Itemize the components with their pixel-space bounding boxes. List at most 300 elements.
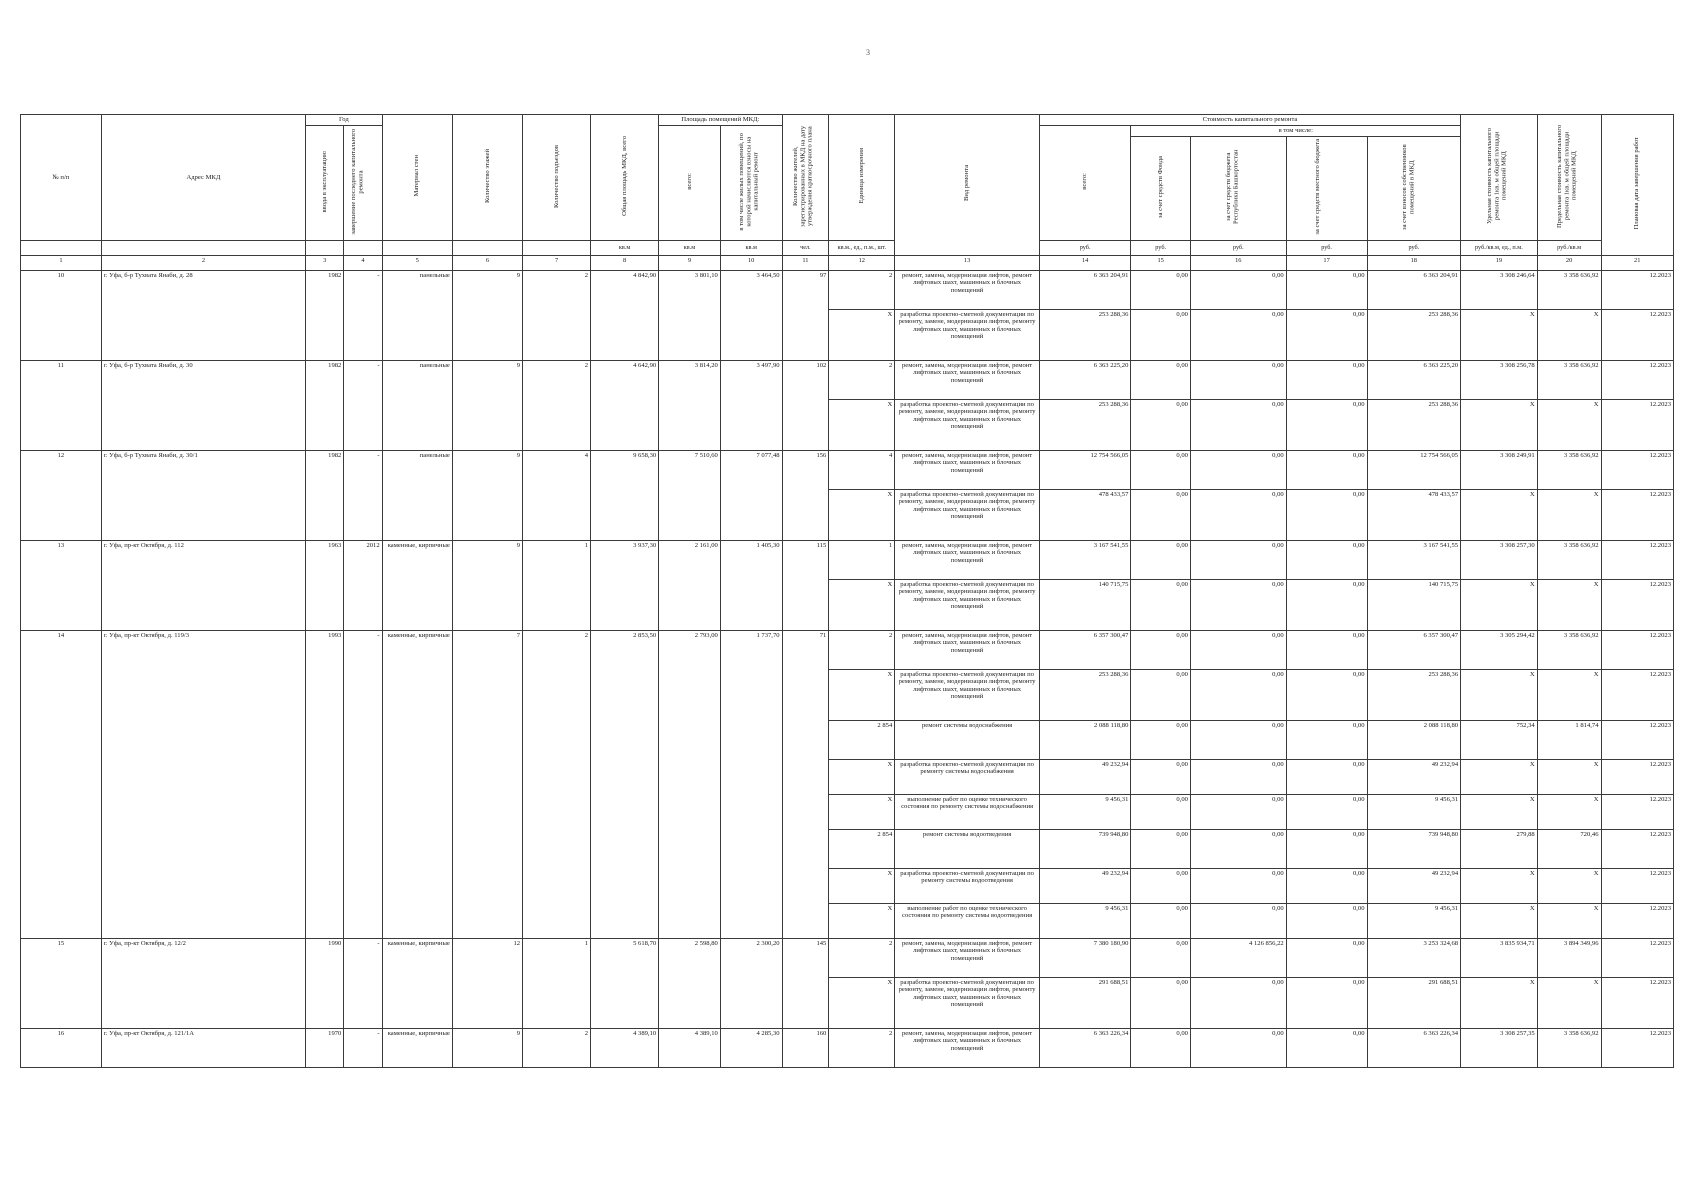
planned-date: 12.2023 xyxy=(1601,309,1674,360)
cost-republic: 0,00 xyxy=(1190,630,1286,669)
cost-fund: 0,00 xyxy=(1131,868,1191,903)
repair-type: ремонт, замена, модернизация лифтов, ремонт лифтовых шахт, машинных и блочных помещений xyxy=(895,1028,1040,1067)
limit-cost: X xyxy=(1537,794,1601,829)
measure-unit: X xyxy=(829,399,895,450)
year-last-repair: - xyxy=(344,938,382,1028)
unit-rub-owners: руб. xyxy=(1367,240,1461,255)
cost-republic: 0,00 xyxy=(1190,450,1286,489)
measure-unit: X xyxy=(829,794,895,829)
cost-fund: 0,00 xyxy=(1131,579,1191,630)
premises-area: 2 598,80 xyxy=(659,938,721,1028)
limit-cost: X xyxy=(1537,868,1601,903)
year-commission: 1982 xyxy=(306,360,344,450)
total-area: 3 937,30 xyxy=(591,540,659,630)
hdr-premises-total: всего: xyxy=(659,126,721,241)
column-number: 15 xyxy=(1131,255,1191,270)
entrances-count: 2 xyxy=(523,270,591,360)
hdr-unit-cost: Удельная стоимость капитального ремонта 1кв. м общей площади помещений МКД xyxy=(1461,115,1538,241)
cost-republic: 0,00 xyxy=(1190,903,1286,938)
cost-local: 0,00 xyxy=(1286,399,1367,450)
cost-owners: 3 167 541,55 xyxy=(1367,540,1461,579)
cost-fund: 0,00 xyxy=(1131,630,1191,669)
unit-rub-local: руб. xyxy=(1286,240,1367,255)
hdr-units-empty xyxy=(306,240,344,255)
planned-date: 12.2023 xyxy=(1601,720,1674,759)
year-last-repair: - xyxy=(344,630,382,938)
unit-limit-cost: руб./кв.м xyxy=(1537,240,1601,255)
cost-owners: 3 253 324,68 xyxy=(1367,938,1461,977)
repair-type: ремонт, замена, модернизация лифтов, ремонт лифтовых шахт, машинных и блочных помещений xyxy=(895,938,1040,977)
floors-count: 9 xyxy=(452,540,522,630)
hdr-cost-republic: за счет средств бюджета Республики Башкортостан xyxy=(1190,137,1286,241)
cost-fund: 0,00 xyxy=(1131,903,1191,938)
cost-fund: 0,00 xyxy=(1131,759,1191,794)
hdr-wall-material: Материал стен xyxy=(382,115,452,241)
residents-count: 160 xyxy=(782,1028,829,1067)
column-numbers-row xyxy=(21,255,1674,270)
cost-republic: 0,00 xyxy=(1190,540,1286,579)
unit-cost: X xyxy=(1461,794,1538,829)
cost-fund: 0,00 xyxy=(1131,270,1191,309)
planned-date: 12.2023 xyxy=(1601,360,1674,399)
hdr-cost-group: Стоимость капитального ремонта xyxy=(1039,115,1460,126)
cost-republic: 0,00 xyxy=(1190,794,1286,829)
hdr-residents: Количество жителей, зарегистрированных в МКД на дату утверждения краткосрочного плана xyxy=(782,115,829,241)
total-area: 2 853,50 xyxy=(591,630,659,938)
measure-unit: 2 xyxy=(829,630,895,669)
cost-total: 3 167 541,55 xyxy=(1039,540,1130,579)
measure-unit: X xyxy=(829,309,895,360)
cost-republic: 0,00 xyxy=(1190,829,1286,868)
measure-unit: X xyxy=(829,868,895,903)
cost-fund: 0,00 xyxy=(1131,977,1191,1028)
limit-cost: X xyxy=(1537,903,1601,938)
cost-republic: 0,00 xyxy=(1190,399,1286,450)
planned-date: 12.2023 xyxy=(1601,399,1674,450)
column-number: 2 xyxy=(101,255,305,270)
measure-unit: 2 xyxy=(829,360,895,399)
table-row xyxy=(21,270,1674,309)
cost-total: 253 288,36 xyxy=(1039,399,1130,450)
column-number: 16 xyxy=(1190,255,1286,270)
table-header xyxy=(21,115,1674,256)
fees-area: 1 405,30 xyxy=(720,540,782,630)
row-number: 13 xyxy=(21,540,102,630)
unit-rub-republic: руб. xyxy=(1190,240,1286,255)
column-number: 18 xyxy=(1367,255,1461,270)
repair-type: ремонт, замена, модернизация лифтов, ремонт лифтовых шахт, машинных и блочных помещений xyxy=(895,270,1040,309)
cost-local: 0,00 xyxy=(1286,794,1367,829)
unit-cost: X xyxy=(1461,399,1538,450)
year-last-repair: - xyxy=(344,1028,382,1067)
limit-cost: 720,46 xyxy=(1537,829,1601,868)
table-row xyxy=(21,630,1674,669)
residents-count: 102 xyxy=(782,360,829,450)
fees-area: 2 300,20 xyxy=(720,938,782,1028)
planned-date: 12.2023 xyxy=(1601,489,1674,540)
residents-count: 115 xyxy=(782,540,829,630)
planned-date: 12.2023 xyxy=(1601,669,1674,720)
unit-cost: 279,88 xyxy=(1461,829,1538,868)
column-number: 4 xyxy=(344,255,382,270)
limit-cost: X xyxy=(1537,669,1601,720)
planned-date: 12.2023 xyxy=(1601,903,1674,938)
cost-local: 0,00 xyxy=(1286,579,1367,630)
cost-total: 49 232,94 xyxy=(1039,868,1130,903)
row-number: 14 xyxy=(21,630,102,938)
column-number: 8 xyxy=(591,255,659,270)
limit-cost: 3 358 636,92 xyxy=(1537,360,1601,399)
premises-area: 3 814,20 xyxy=(659,360,721,450)
measure-unit: 2 xyxy=(829,1028,895,1067)
unit-cost: 3 308 257,35 xyxy=(1461,1028,1538,1067)
cost-fund: 0,00 xyxy=(1131,794,1191,829)
planned-date: 12.2023 xyxy=(1601,794,1674,829)
wall-material: каменные, кирпичные xyxy=(382,630,452,938)
entrances-count: 2 xyxy=(523,1028,591,1067)
unit-area-fees: кв.м xyxy=(720,240,782,255)
hdr-units-empty xyxy=(382,240,452,255)
cost-total: 49 232,94 xyxy=(1039,759,1130,794)
building-address: г. Уфа, пр-кт Октября, д. 112 xyxy=(101,540,305,630)
measure-unit: X xyxy=(829,669,895,720)
cost-total: 253 288,36 xyxy=(1039,309,1130,360)
year-last-repair: - xyxy=(344,450,382,540)
repair-type: разработка проектно-сметной документации по ремонту, замене, модернизации лифтов, ремонту лифтовых шахт, машинных и блочных помещений xyxy=(895,579,1040,630)
hdr-units-empty xyxy=(344,240,382,255)
cost-owners: 253 288,36 xyxy=(1367,309,1461,360)
cost-total: 6 357 300,47 xyxy=(1039,630,1130,669)
column-number: 9 xyxy=(659,255,721,270)
unit-rub-fund: руб. xyxy=(1131,240,1191,255)
cost-owners: 291 688,51 xyxy=(1367,977,1461,1028)
repair-type: выполнение работ по оценке технического состояния по ремонту системы водоотведения xyxy=(895,903,1040,938)
column-number: 1 xyxy=(21,255,102,270)
limit-cost: X xyxy=(1537,759,1601,794)
premises-area: 3 801,10 xyxy=(659,270,721,360)
measure-unit: 2 xyxy=(829,938,895,977)
building-address: г. Уфа, б-р Тухвата Янаби, д. 30/1 xyxy=(101,450,305,540)
unit-cost: 3 308 249,91 xyxy=(1461,450,1538,489)
hdr-year-group: Год xyxy=(306,115,383,126)
table-row xyxy=(21,938,1674,977)
unit-unit-cost: руб./кв.м, ед., п.м. xyxy=(1461,240,1538,255)
hdr-total-area: Общая площадь МКД, всего xyxy=(591,115,659,241)
repair-type: разработка проектно-сметной документации по ремонту, замене, модернизации лифтов, ремонту лифтовых шахт, машинных и блочных помещений xyxy=(895,977,1040,1028)
planned-date: 12.2023 xyxy=(1601,450,1674,489)
year-commission: 1970 xyxy=(306,1028,344,1067)
total-area: 5 618,70 xyxy=(591,938,659,1028)
unit-cost: X xyxy=(1461,759,1538,794)
year-commission: 1993 xyxy=(306,630,344,938)
hdr-cost-total: всего: xyxy=(1039,126,1130,241)
floors-count: 9 xyxy=(452,270,522,360)
measure-unit: X xyxy=(829,903,895,938)
cost-fund: 0,00 xyxy=(1131,829,1191,868)
year-last-repair: - xyxy=(344,270,382,360)
cost-republic: 0,00 xyxy=(1190,360,1286,399)
cost-fund: 0,00 xyxy=(1131,399,1191,450)
limit-cost: 3 358 636,92 xyxy=(1537,540,1601,579)
unit-cost: X xyxy=(1461,489,1538,540)
floors-count: 9 xyxy=(452,360,522,450)
measure-unit: 4 xyxy=(829,450,895,489)
total-area: 4 842,90 xyxy=(591,270,659,360)
wall-material: каменные, кирпичные xyxy=(382,1028,452,1067)
cost-owners: 12 754 566,05 xyxy=(1367,450,1461,489)
floors-count: 9 xyxy=(452,450,522,540)
wall-material: панельные xyxy=(382,450,452,540)
planned-date: 12.2023 xyxy=(1601,630,1674,669)
repair-type: ремонт, замена, модернизация лифтов, ремонт лифтовых шахт, машинных и блочных помещений xyxy=(895,360,1040,399)
building-address: г. Уфа, б-р Тухвата Янаби, д. 30 xyxy=(101,360,305,450)
floors-count: 12 xyxy=(452,938,522,1028)
cost-local: 0,00 xyxy=(1286,309,1367,360)
limit-cost: X xyxy=(1537,977,1601,1028)
column-number: 11 xyxy=(782,255,829,270)
repair-type: ремонт системы водоснабжения xyxy=(895,720,1040,759)
limit-cost: 1 814,74 xyxy=(1537,720,1601,759)
building-address: г. Уфа, пр-кт Октября, д. 121/1А xyxy=(101,1028,305,1067)
repair-type: разработка проектно-сметной документации по ремонту, замене, модернизации лифтов, ремонту лифтовых шахт, машинных и блочных помещений xyxy=(895,399,1040,450)
floors-count: 7 xyxy=(452,630,522,938)
hdr-planned-date: Плановая дата завершения работ xyxy=(1601,115,1674,256)
cost-owners: 253 288,36 xyxy=(1367,669,1461,720)
column-number: 3 xyxy=(306,255,344,270)
repair-type: разработка проектно-сметной документации по ремонту, замене, модернизации лифтов, ремонту лифтовых шахт, машинных и блочных помещений xyxy=(895,309,1040,360)
cost-owners: 6 363 226,34 xyxy=(1367,1028,1461,1067)
table-row xyxy=(21,540,1674,579)
row-number: 15 xyxy=(21,938,102,1028)
cost-total: 12 754 566,05 xyxy=(1039,450,1130,489)
unit-cost: 3 308 246,64 xyxy=(1461,270,1538,309)
cost-total: 2 088 118,80 xyxy=(1039,720,1130,759)
cost-local: 0,00 xyxy=(1286,1028,1367,1067)
cost-fund: 0,00 xyxy=(1131,309,1191,360)
cost-local: 0,00 xyxy=(1286,669,1367,720)
hdr-num: № п/п xyxy=(21,115,102,241)
limit-cost: 3 894 349,96 xyxy=(1537,938,1601,977)
repair-type: разработка проектно-сметной документации по ремонту, замене, модернизации лифтов, ремонту лифтовых шахт, машинных и блочных помещений xyxy=(895,489,1040,540)
limit-cost: X xyxy=(1537,309,1601,360)
building-address: г. Уфа, пр-кт Октября, д. 12/2 xyxy=(101,938,305,1028)
limit-cost: X xyxy=(1537,579,1601,630)
planned-date: 12.2023 xyxy=(1601,540,1674,579)
year-last-repair: 2012 xyxy=(344,540,382,630)
limit-cost: 3 358 636,92 xyxy=(1537,450,1601,489)
planned-date: 12.2023 xyxy=(1601,829,1674,868)
cost-fund: 0,00 xyxy=(1131,669,1191,720)
year-commission: 1982 xyxy=(306,270,344,360)
unit-people: чел. xyxy=(782,240,829,255)
hdr-incl: в том числе: xyxy=(1131,126,1461,137)
cost-fund: 0,00 xyxy=(1131,450,1191,489)
table-row xyxy=(21,1028,1674,1067)
entrances-count: 1 xyxy=(523,938,591,1028)
measure-unit: X xyxy=(829,579,895,630)
unit-cost: X xyxy=(1461,669,1538,720)
row-number: 16 xyxy=(21,1028,102,1067)
row-number: 12 xyxy=(21,450,102,540)
cost-fund: 0,00 xyxy=(1131,720,1191,759)
column-number: 21 xyxy=(1601,255,1674,270)
limit-cost: X xyxy=(1537,399,1601,450)
wall-material: каменные, кирпичные xyxy=(382,938,452,1028)
hdr-repair-type: Вид ремонта xyxy=(895,115,1040,256)
table-body xyxy=(21,255,1674,1067)
cost-owners: 6 363 225,20 xyxy=(1367,360,1461,399)
cost-fund: 0,00 xyxy=(1131,489,1191,540)
fees-area: 7 077,48 xyxy=(720,450,782,540)
column-number: 7 xyxy=(523,255,591,270)
planned-date: 12.2023 xyxy=(1601,270,1674,309)
fees-area: 4 285,30 xyxy=(720,1028,782,1067)
cost-republic: 0,00 xyxy=(1190,270,1286,309)
cost-local: 0,00 xyxy=(1286,759,1367,794)
hdr-premises-fees: в том числе жилых помещений, по которой начисляются взносы на капитальный ремонт xyxy=(720,126,782,241)
hdr-unit: Единица измерения xyxy=(829,115,895,241)
cost-local: 0,00 xyxy=(1286,630,1367,669)
row-number: 11 xyxy=(21,360,102,450)
cost-fund: 0,00 xyxy=(1131,1028,1191,1067)
planned-date: 12.2023 xyxy=(1601,579,1674,630)
hdr-units-empty xyxy=(452,240,522,255)
premises-area: 2 793,00 xyxy=(659,630,721,938)
entrances-count: 2 xyxy=(523,360,591,450)
year-commission: 1990 xyxy=(306,938,344,1028)
repair-type: разработка проектно-сметной документации по ремонту, замене, модернизации лифтов, ремонту лифтовых шахт, машинных и блочных помещений xyxy=(895,669,1040,720)
cost-fund: 0,00 xyxy=(1131,360,1191,399)
column-number: 5 xyxy=(382,255,452,270)
year-commission: 1963 xyxy=(306,540,344,630)
cost-owners: 6 363 204,91 xyxy=(1367,270,1461,309)
planned-date: 12.2023 xyxy=(1601,759,1674,794)
limit-cost: 3 358 636,92 xyxy=(1537,1028,1601,1067)
cost-local: 0,00 xyxy=(1286,868,1367,903)
hdr-premises-group: Площадь помещений МКД: xyxy=(659,115,782,126)
cost-republic: 0,00 xyxy=(1190,309,1286,360)
limit-cost: 3 358 636,92 xyxy=(1537,630,1601,669)
fees-area: 3 497,90 xyxy=(720,360,782,450)
wall-material: панельные xyxy=(382,270,452,360)
cost-republic: 0,00 xyxy=(1190,720,1286,759)
cost-republic: 0,00 xyxy=(1190,868,1286,903)
premises-area: 7 510,60 xyxy=(659,450,721,540)
planned-date: 12.2023 xyxy=(1601,1028,1674,1067)
cost-local: 0,00 xyxy=(1286,977,1367,1028)
row-number: 10 xyxy=(21,270,102,360)
cost-total: 6 363 226,34 xyxy=(1039,1028,1130,1067)
cost-total: 140 715,75 xyxy=(1039,579,1130,630)
repair-type: разработка проектно-сметной документации по ремонту системы водоснабжения xyxy=(895,759,1040,794)
measure-unit: 1 xyxy=(829,540,895,579)
column-number: 19 xyxy=(1461,255,1538,270)
cost-total: 6 363 225,20 xyxy=(1039,360,1130,399)
hdr-cost-fund: за счет средств Фонда xyxy=(1131,137,1191,241)
repair-type: разработка проектно-сметной документации по ремонту системы водоотведения xyxy=(895,868,1040,903)
column-number: 14 xyxy=(1039,255,1130,270)
cost-owners: 739 948,80 xyxy=(1367,829,1461,868)
repair-type: ремонт, замена, модернизация лифтов, ремонт лифтовых шахт, машинных и блочных помещений xyxy=(895,540,1040,579)
unit-cost: 3 305 294,42 xyxy=(1461,630,1538,669)
unit-cost: X xyxy=(1461,903,1538,938)
column-number: 13 xyxy=(895,255,1040,270)
cost-owners: 49 232,94 xyxy=(1367,759,1461,794)
column-number: 10 xyxy=(720,255,782,270)
cost-local: 0,00 xyxy=(1286,360,1367,399)
unit-area-premises: кв.м xyxy=(659,240,721,255)
unit-cost: X xyxy=(1461,579,1538,630)
table-row xyxy=(21,360,1674,399)
hdr-address: Адрес МКД xyxy=(101,115,305,241)
entrances-count: 1 xyxy=(523,540,591,630)
premises-area: 4 389,10 xyxy=(659,1028,721,1067)
cost-owners: 9 456,31 xyxy=(1367,903,1461,938)
limit-cost: 3 358 636,92 xyxy=(1537,270,1601,309)
hdr-year-commission: ввода в эксплуатацию xyxy=(306,126,344,241)
premises-area: 2 161,00 xyxy=(659,540,721,630)
unit-measure: кв.м., ед., п.м., шт. xyxy=(829,240,895,255)
hdr-units-empty xyxy=(101,240,305,255)
cost-total: 9 456,31 xyxy=(1039,794,1130,829)
fees-area: 3 464,50 xyxy=(720,270,782,360)
total-area: 4 389,10 xyxy=(591,1028,659,1067)
cost-fund: 0,00 xyxy=(1131,540,1191,579)
cost-owners: 9 456,31 xyxy=(1367,794,1461,829)
cost-owners: 49 232,94 xyxy=(1367,868,1461,903)
residents-count: 145 xyxy=(782,938,829,1028)
column-number: 17 xyxy=(1286,255,1367,270)
unit-rub-total: руб. xyxy=(1039,240,1130,255)
table-row xyxy=(21,450,1674,489)
hdr-year-last-repair: завершение последнего капитального ремонта xyxy=(344,126,382,241)
column-number: 12 xyxy=(829,255,895,270)
cost-republic: 0,00 xyxy=(1190,669,1286,720)
cost-owners: 140 715,75 xyxy=(1367,579,1461,630)
building-address: г. Уфа, б-р Тухвата Янаби, д. 28 xyxy=(101,270,305,360)
unit-cost: X xyxy=(1461,309,1538,360)
total-area: 4 642,90 xyxy=(591,360,659,450)
unit-cost: X xyxy=(1461,977,1538,1028)
repair-type: ремонт, замена, модернизация лифтов, ремонт лифтовых шахт, машинных и блочных помещений xyxy=(895,630,1040,669)
repair-type: выполнение работ по оценке технического состояния по ремонту системы водоснабжения xyxy=(895,794,1040,829)
unit-cost: 3 308 256,78 xyxy=(1461,360,1538,399)
cost-republic: 0,00 xyxy=(1190,489,1286,540)
hdr-units-empty xyxy=(21,240,102,255)
year-last-repair: - xyxy=(344,360,382,450)
cost-total: 6 363 204,91 xyxy=(1039,270,1130,309)
cost-local: 0,00 xyxy=(1286,720,1367,759)
cost-fund: 0,00 xyxy=(1131,938,1191,977)
measure-unit: 2 xyxy=(829,270,895,309)
cost-owners: 253 288,36 xyxy=(1367,399,1461,450)
repair-type: ремонт системы водоотведения xyxy=(895,829,1040,868)
measure-unit: X xyxy=(829,759,895,794)
cost-total: 739 948,80 xyxy=(1039,829,1130,868)
cost-republic: 0,00 xyxy=(1190,977,1286,1028)
fees-area: 1 737,70 xyxy=(720,630,782,938)
cost-local: 0,00 xyxy=(1286,270,1367,309)
residents-count: 97 xyxy=(782,270,829,360)
measure-unit: X xyxy=(829,977,895,1028)
cost-total: 7 380 180,90 xyxy=(1039,938,1130,977)
hdr-cost-owners: за счет взносов собственников помещений в МКД xyxy=(1367,137,1461,241)
wall-material: каменные, кирпичные xyxy=(382,540,452,630)
residents-count: 156 xyxy=(782,450,829,540)
entrances-count: 2 xyxy=(523,630,591,938)
cost-total: 478 433,57 xyxy=(1039,489,1130,540)
wall-material: панельные xyxy=(382,360,452,450)
